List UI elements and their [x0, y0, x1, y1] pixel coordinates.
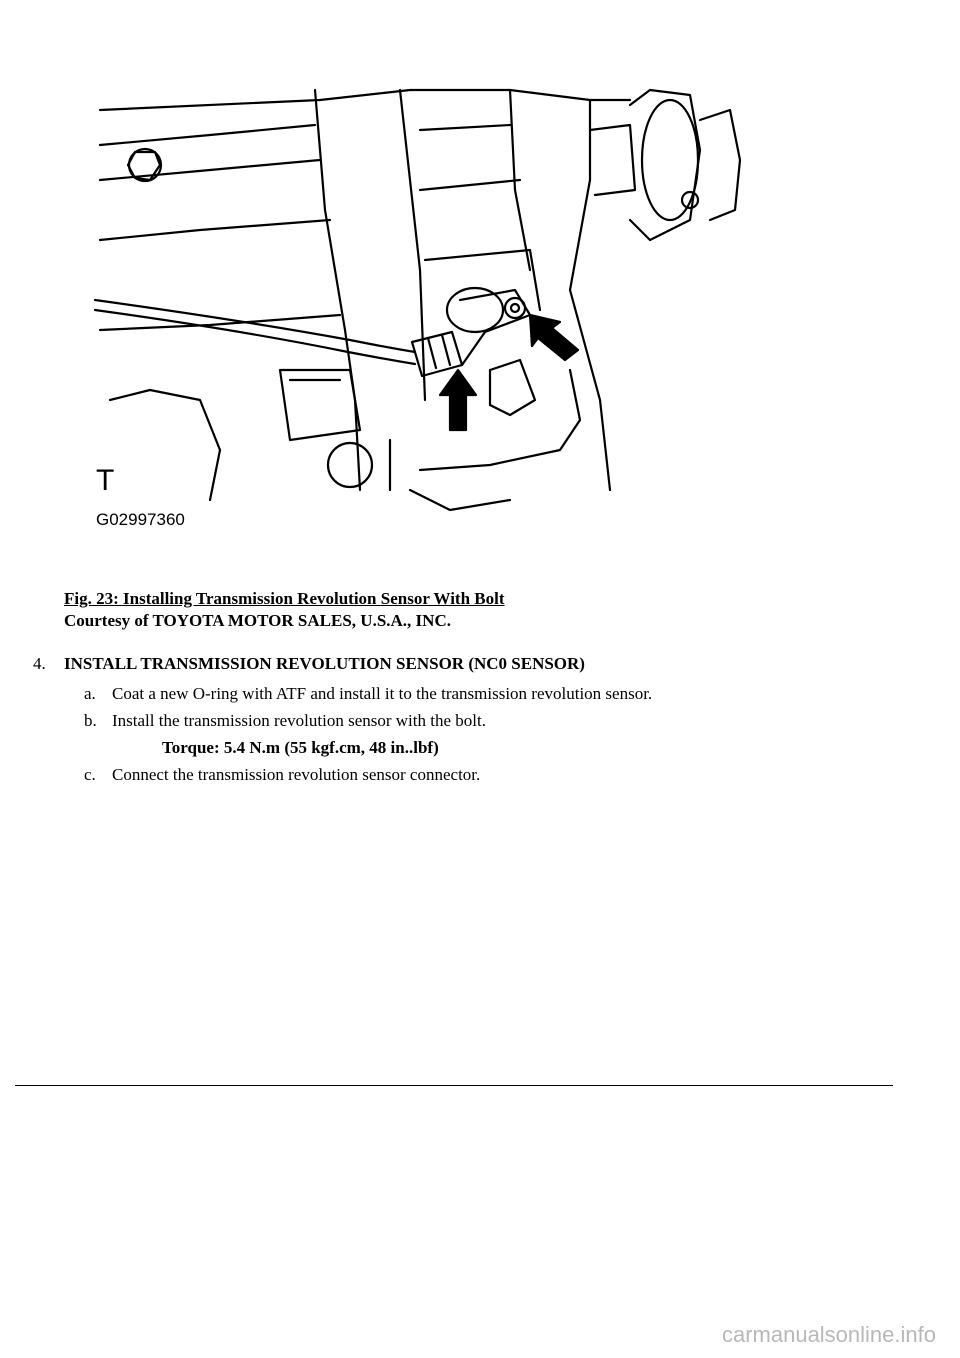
step-title: INSTALL TRANSMISSION REVOLUTION SENSOR (NC0 SENSOR): [64, 654, 585, 673]
substep-text: Install the transmission revolution sensor with the bolt.: [112, 711, 486, 730]
substep-letter: a.: [84, 684, 96, 703]
step-number: 4.: [33, 654, 46, 673]
transmission-sensor-illustration: [90, 70, 750, 540]
substep-letter: b.: [84, 711, 97, 730]
substep-a: [84, 683, 652, 705]
substep-c: [84, 764, 480, 786]
figure-code: G02997360: [96, 510, 185, 529]
figure-courtesy: Courtesy of TOYOTA MOTOR SALES, U.S.A., INC.: [64, 611, 451, 630]
substep-text: Connect the transmission revolution sensor connector.: [112, 765, 481, 784]
page-footer-rule: [15, 1085, 893, 1086]
procedure-step: [33, 653, 585, 675]
substep-letter: c.: [84, 765, 96, 784]
watermark: carmanualsonline.info: [721, 1322, 936, 1347]
substep-text: Coat a new O-ring with ATF and install it to the transmission revolution sensor.: [112, 684, 653, 703]
figure-caption: [64, 588, 505, 632]
figure-title: Fig. 23: Installing Transmission Revolution Sensor With Bolt: [64, 589, 505, 608]
substep-b: [84, 710, 486, 732]
torque-spec: Torque: 5.4 N.m (55 kgf.cm, 48 in..lbf): [162, 738, 439, 757]
figure-corner-letter: T: [96, 464, 115, 497]
